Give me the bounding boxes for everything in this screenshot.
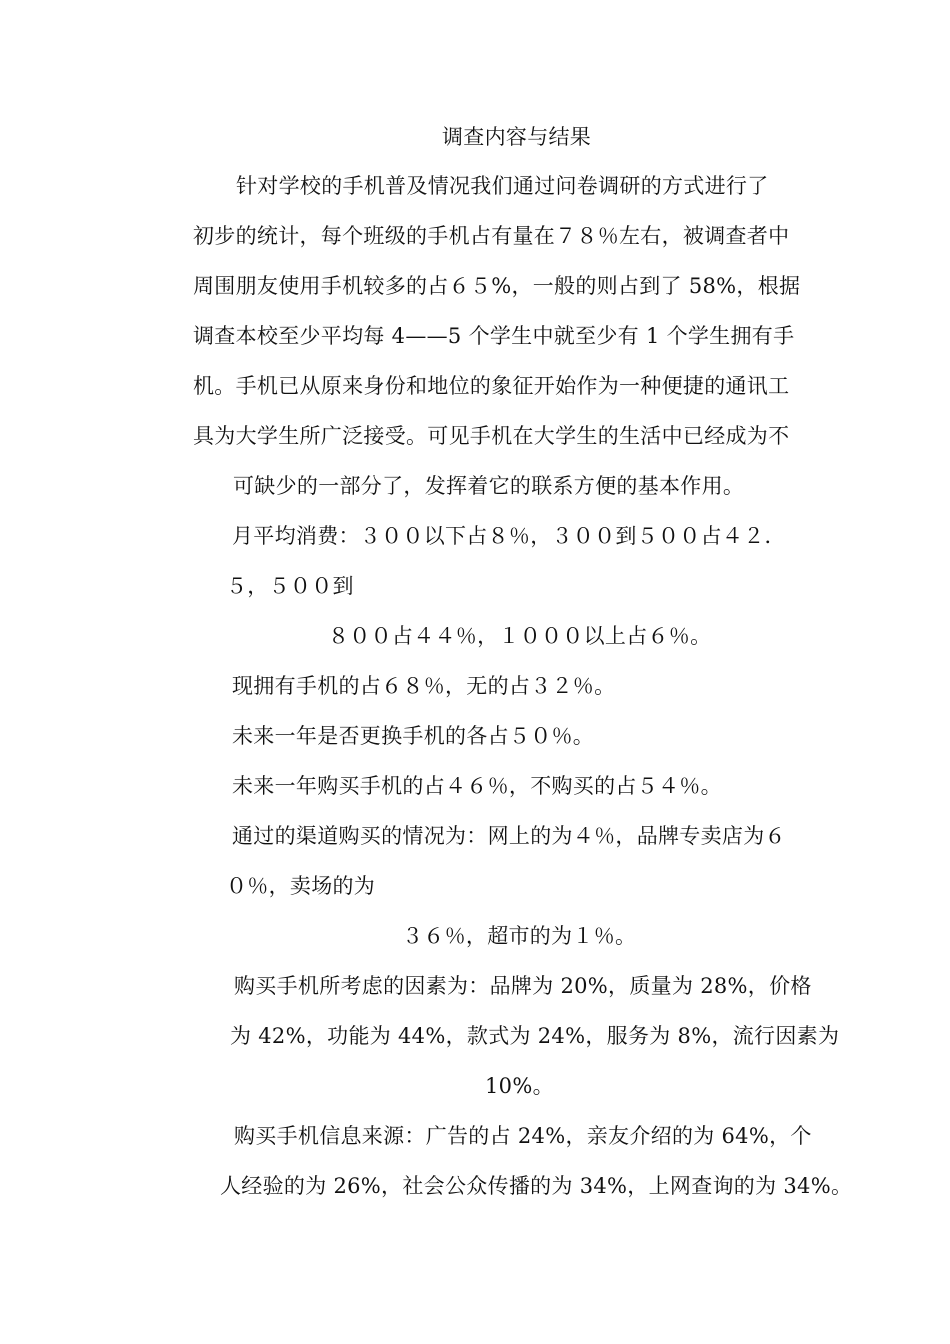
item-7-line-1: 购买手机信息来源：广告的占 24%，亲友介绍的为 64%，个 <box>234 1124 812 1148</box>
item-7-line-2: 人经验的为 26%，社会公众传播的为 34%，上网查询的为 34%。 <box>220 1174 853 1198</box>
item-6-line-3: 10%。 <box>485 1074 554 1098</box>
section-title: 调查内容与结果 <box>442 125 592 149</box>
intro-line-7: 可缺少的一部分了，发挥着它的联系方便的基本作用。 <box>233 474 745 498</box>
intro-line-5: 机。手机已从原来身份和地位的象征开始作为一种便捷的通讯工 <box>193 374 790 398</box>
item-5-line-2: ０％，卖场的为 <box>226 874 376 898</box>
intro-line-2: 初步的统计，每个班级的手机占有量在７８％左右，被调查者中 <box>193 224 790 248</box>
item-4-line-1: 未来一年购买手机的占４６％，不购买的占５４％。 <box>232 774 722 798</box>
item-1-line-3: ８００占４４％，１０００以上占６％。 <box>328 624 712 648</box>
intro-line-1: 针对学校的手机普及情况我们通过问卷调研的方式进行了 <box>236 174 769 198</box>
intro-line-6: 具为大学生所广泛接受。可见手机在大学生的生活中已经成为不 <box>193 424 790 448</box>
item-1-line-1: 月平均消费：３００以下占８％，３００到５００占４２． <box>232 524 786 548</box>
item-2-line-1: 现拥有手机的占６８％，无的占３２％。 <box>232 674 616 698</box>
item-1-line-2: ５，５００到 <box>226 574 354 598</box>
intro-line-4: 调查本校至少平均每 4——5 个学生中就至少有 1 个学生拥有手 <box>193 324 795 348</box>
item-3-line-1: 未来一年是否更换手机的各占５０％。 <box>232 724 595 748</box>
intro-line-3: 周围朋友使用手机较多的占６５%，一般的则占到了 58%，根据 <box>193 274 801 298</box>
item-6-line-2: 为 42%，功能为 44%，款式为 24%，服务为 8%，流行因素为 <box>230 1024 840 1048</box>
item-5-line-3: ３６％，超市的为１％。 <box>402 924 637 948</box>
item-5-line-1: 通过的渠道购买的情况为：网上的为４％，品牌专卖店为６ <box>232 824 786 848</box>
item-6-line-1: 购买手机所考虑的因素为：品牌为 20%，质量为 28%，价格 <box>234 974 812 998</box>
